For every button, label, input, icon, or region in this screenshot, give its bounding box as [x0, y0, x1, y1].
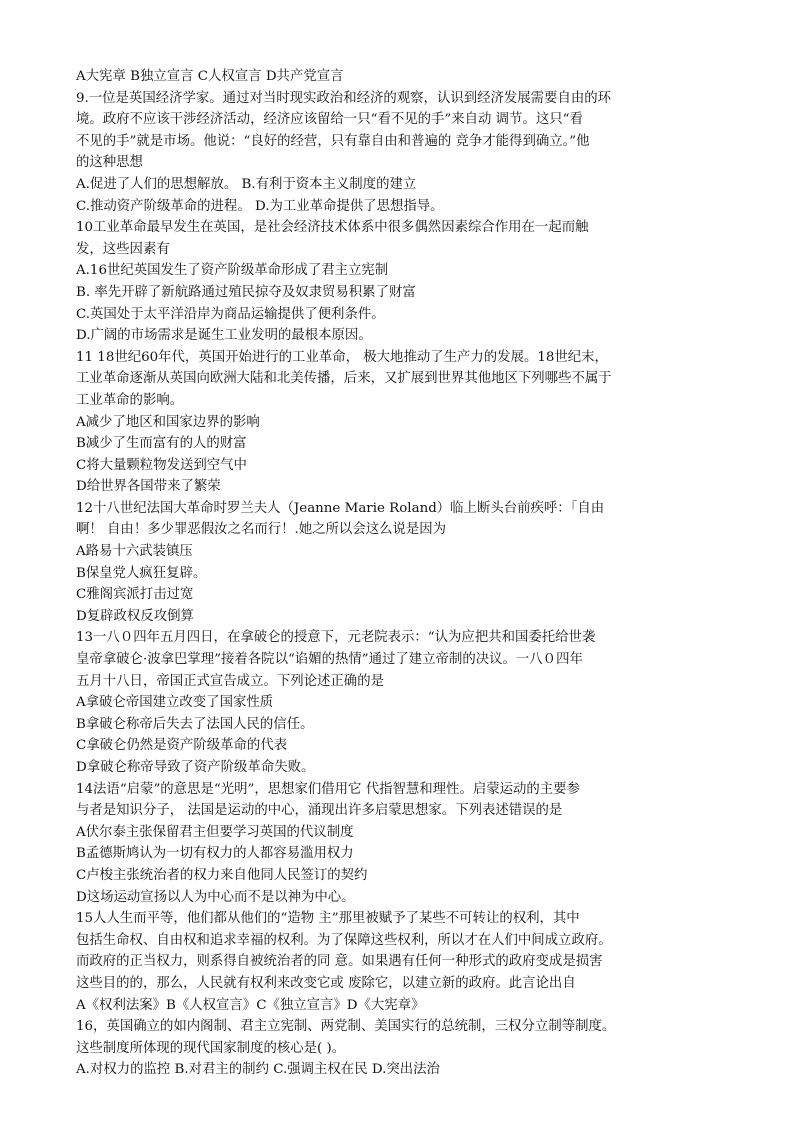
text-line: 包括生命权、自由权和追求幸福的权利。为了保障这些权利，所以才在人们中间成立政府。: [76, 932, 612, 948]
text-line: C拿破仑仍然是资产阶级革命的代表: [76, 738, 288, 754]
text-line: 16，英国确立的如内阁制、君主立宪制、两党制、美国实行的总统制，三权分立制等制度。: [76, 1019, 616, 1035]
text-line: C.英国处于太平洋沿岸为商品运输提供了便利条件。: [76, 306, 385, 322]
text-line: 10工业革命最早发生在英国，是社会经济技术体系中很多偶然因素综合作用在一起而触: [76, 220, 589, 236]
text-line: [76, 1081, 720, 1103]
text-line: A拿破仑帝国建立改变了国家性质: [76, 695, 274, 711]
text-line: A.对权力的监控 B.对君主的制约 C.强调主权在民 D.突出法治: [76, 1062, 440, 1078]
text-line: B减少了生而富有的人的财富: [76, 436, 247, 452]
text-line: A减少了地区和国家边界的影响: [76, 414, 260, 430]
text-line: 与者是知识分子， 法国是运动的中心，涌现出许多启蒙思想家。下列表述错误的是: [76, 803, 563, 819]
text-line: 发，这些因素有: [76, 241, 170, 257]
text-line: 不见的手”就是市场。他说：“良好的经营，只有靠自由和普遍的 竞争才能得到确立。”他: [76, 133, 590, 149]
text-line: D.广阔的市场需求是诞生工业发明的最根本原因。: [76, 328, 372, 344]
text-line: A路易十六武装镇压: [76, 544, 193, 560]
text-line: B拿破仑称帝后失去了法国人民的信任。: [76, 716, 314, 732]
text-line: A《权利法案》B《人权宣言》C《独立宣言》D《大宪章》: [76, 997, 425, 1013]
text-line: 这些目的的，那么，人民就有权利来改变它或 废除它，以建立新的政府。此言论出自: [76, 975, 576, 991]
text-line: 工业革命的影响。: [76, 392, 184, 408]
text-line: 15人人生而平等，他们都从他们的“造物 主”那里被赋予了某些不可转让的权利，其中: [76, 911, 580, 927]
text-line: D复辟政权反攻倒算: [76, 608, 194, 624]
text-line: B保皇党人疯狂复辟。: [76, 565, 207, 581]
text-line: 12十八世纪法国大革命时罗兰夫人（Jeanne Marie Roland）临上断头台前疾呼：「自由: [76, 500, 605, 516]
text-line: 境。政府不应该干涉经济活动，经济应该留给一只“看不见的手”来自动 调节。这只“看: [76, 112, 583, 128]
text-line: A.16世纪英国发生了资产阶级革命形成了君主立宪制: [76, 263, 389, 279]
text-line: B. 率先开辟了新航路通过殖民掠夺及奴隶贸易积累了财富: [76, 284, 416, 300]
text-line: 13一八０四年五月四日，在拿破仑的授意下，元老院表示：“认为应把共和国委托给世袭: [76, 630, 596, 646]
text-line: C.推动资产阶级革命的进程。 D.为工业革命提供了思想指导。: [76, 198, 444, 214]
text-line: 皇帝拿破仑·波拿巴掌理”接着各院以“谄媚的热情”通过了建立帝制的决议。一八０四年: [76, 652, 583, 668]
exam-page: [76, 66, 720, 1103]
text-line: B孟德斯鸠认为一切有权力的人都容易滥用权力: [76, 846, 354, 862]
text-line: 11 18世纪60年代，英国开始进行的工业革命， 极大地推动了生产力的发展。18世纪末，: [76, 349, 608, 365]
text-line: C卢梭主张统治者的权力来自他同人民签订的契约: [76, 867, 368, 883]
text-line: 工业革命逐渐从英国向欧洲大陆和北美传播，后来，又扩展到世界其他地区下列哪些不属于: [76, 371, 612, 387]
text-line: C雅阁宾派打击过宽: [76, 587, 194, 603]
text-line: 五月十八日，帝国正式宣告成立。下列论述正确的是: [76, 673, 384, 689]
text-line: 啊！ 自由！多少罪恶假汝之名而行！.她之所以会这么说是因为: [76, 522, 447, 538]
text-line: A伏尔泰主张保留君主但要学习英国的代议制度: [76, 824, 354, 840]
text-line: D这场运动宣扬以人为中心而不是以神为中心。: [76, 889, 355, 905]
text-line: 而政府的正当权力，则系得自被统治者的同 意。如果遇有任何一种形式的政府变成是损害: [76, 954, 603, 970]
text-line: A.促进了人们的思想解放。 B.有利于资本主义制度的建立: [76, 176, 417, 192]
text-line: A大宪章 B独立宣言 C人权宣言 D共产党宣言: [76, 69, 344, 84]
text-line: D给世界各国带来了繁荣: [76, 479, 221, 495]
text-line: 的这种思想: [76, 155, 143, 171]
text-line: 9.一位是英国经济学家。通过对当时现实政治和经济的观察，认识到经济发展需要自由的环: [76, 90, 612, 106]
text-line: 14法语“启蒙”的意思是“光明”，思想家们借用它 代指智慧和理性。启蒙运动的主要参: [76, 781, 580, 797]
text-line: 这些制度所体现的现代国家制度的核心是( )。: [76, 1040, 346, 1056]
text-line: D拿破仑称帝导致了资产阶级革命失败。: [76, 760, 315, 775]
text-line: C将大量颗粒物发送到空气中: [76, 457, 247, 473]
